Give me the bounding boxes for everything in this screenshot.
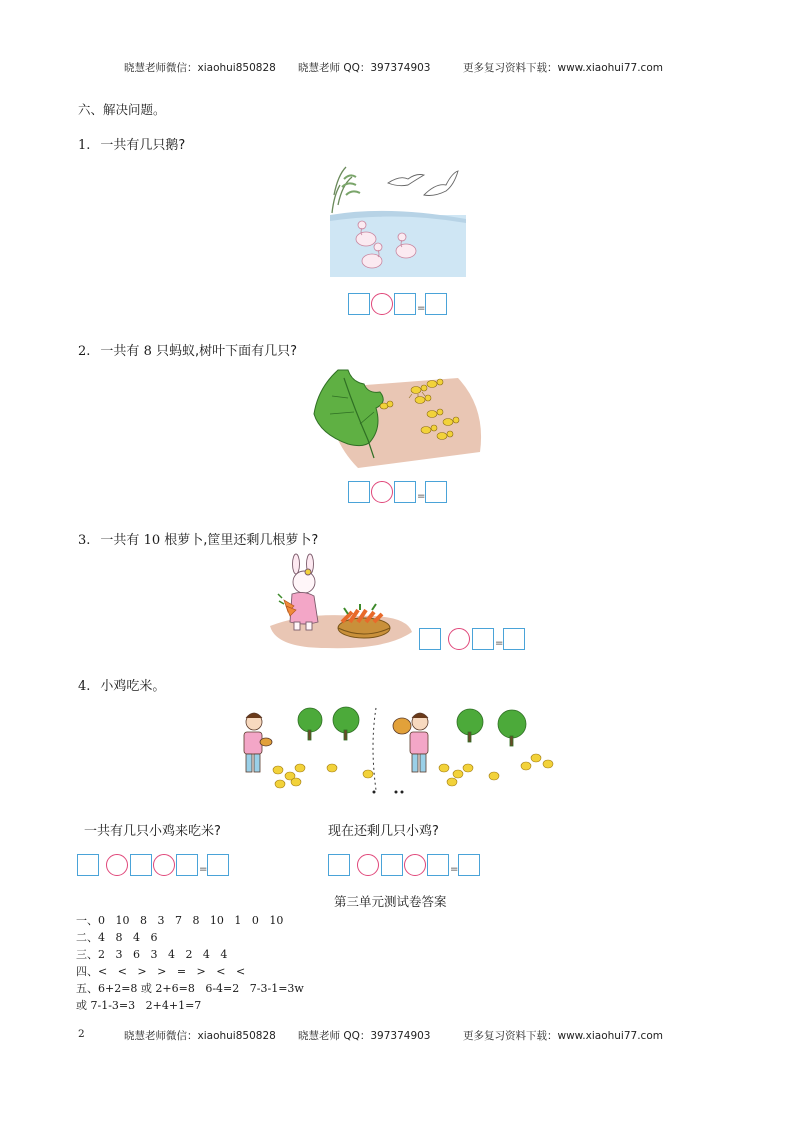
answer-box[interactable] [77,854,99,876]
answer-text: 0 10 8 3 7 8 10 1 0 10 [98,914,284,927]
answer-line-1 [76,912,304,929]
sub-question-right: 现在还剩几只小鸡? [328,824,439,839]
question-3 [78,529,318,548]
flying-goose-2 [424,171,458,196]
question-4-text: 小鸡吃米。 [100,679,166,694]
question-3-text-b: 根萝卜,筐里还剩几根萝卜? [164,533,319,548]
rabbit [290,554,318,630]
answer-key-title: 第三单元测试卷答案 [334,894,447,909]
operator-circle[interactable] [106,854,128,876]
trees-left [298,707,359,740]
operator-circle[interactable] [371,293,393,315]
answer-key [76,912,304,1014]
result-box[interactable] [425,481,447,503]
answer-label: 四、 [76,965,98,978]
answer-box[interactable] [348,293,370,315]
question-2-count: 8 [143,344,152,359]
footer-download: 更多复习资料下载：www.xiaohui77.com [463,1030,663,1042]
question-4 [78,675,165,694]
basket [338,604,390,638]
answer-text: < < > > = > < < [98,965,246,978]
answer-box[interactable] [381,854,403,876]
question-2-number: 2. [78,344,91,359]
question-2-text-a: 一共有 [100,344,140,359]
equals-sign: = [199,864,208,875]
rabbit-carrots-picture [266,556,416,652]
operator-circle[interactable] [357,854,379,876]
answer-box[interactable] [328,854,350,876]
header-qq: 晓慧老师 QQ：397374903 [298,62,431,74]
answer-label: 五、 [76,982,98,995]
answer-label: 一、 [76,914,98,927]
question-1-number: 1. [78,138,91,153]
answer-line-4 [76,963,304,980]
leaf [314,370,383,446]
result-box[interactable] [458,854,480,876]
result-box[interactable] [207,854,229,876]
answer-box[interactable] [419,628,441,650]
sub-question-left: 一共有几只小鸡来吃米? [84,824,221,839]
flying-goose-1 [388,175,424,186]
operator-circle[interactable] [404,854,426,876]
answer-text: 6+2=8 或 2+6=8 6-4=2 7-3-1=3w [98,982,304,995]
answer-line-5 [76,980,304,997]
footer-wechat: 晓慧老师微信：xiaohui850828 [124,1030,276,1042]
question-2-text-b: 只蚂蚁,树叶下面有几只? [155,344,298,359]
divider-line [373,708,376,790]
geese-picture [328,165,466,277]
leaf-ants-picture [308,368,486,472]
operator-circle[interactable] [153,854,175,876]
operator-circle[interactable] [448,628,470,650]
answer-box[interactable] [472,628,494,650]
answer-box[interactable] [394,481,416,503]
chicks-left [273,764,373,788]
question-4-number: 4. [78,679,91,694]
equals-sign: = [450,864,459,875]
answer-label: 二、 [76,931,98,944]
page-number: 2 [78,1028,85,1040]
reeds [332,167,352,213]
header-download: 更多复习资料下载：www.xiaohui77.com [463,62,663,74]
answer-text: 2 3 6 3 4 2 4 4 [98,948,228,961]
footer-qq: 晓慧老师 QQ：397374903 [298,1030,431,1042]
chicks-picture [236,706,560,798]
chicks-right [439,754,553,786]
result-box[interactable] [503,628,525,650]
answer-text: 4 8 4 6 [98,931,158,944]
question-1 [78,134,185,153]
equals-sign: = [417,491,426,502]
question-2 [78,340,297,359]
question-3-count: 10 [143,533,161,548]
trees-right [457,709,526,746]
answer-box[interactable] [394,293,416,315]
answer-text: 7-1-3=3 2+4+1=7 [90,999,202,1012]
answer-label: 三、 [76,948,98,961]
equals-sign: = [417,303,426,314]
answer-line-3 [76,946,304,963]
answer-label: 或 [76,999,87,1012]
boy-left [244,713,272,772]
pond-water [330,215,466,277]
answer-box[interactable] [176,854,198,876]
equals-sign: = [495,638,504,649]
answer-box[interactable] [427,854,449,876]
section-title: 六、解决问题。 [78,102,166,117]
boy-right [393,713,428,772]
question-1-text: 一共有几只鹅? [100,138,186,153]
result-box[interactable] [425,293,447,315]
answer-line-6 [76,997,304,1014]
answer-line-2 [76,929,304,946]
header-wechat: 晓慧老师微信：xiaohui850828 [124,62,276,74]
operator-circle[interactable] [371,481,393,503]
answer-box[interactable] [130,854,152,876]
answer-box[interactable] [348,481,370,503]
question-3-text-a: 一共有 [100,533,140,548]
question-3-number: 3. [78,533,91,548]
